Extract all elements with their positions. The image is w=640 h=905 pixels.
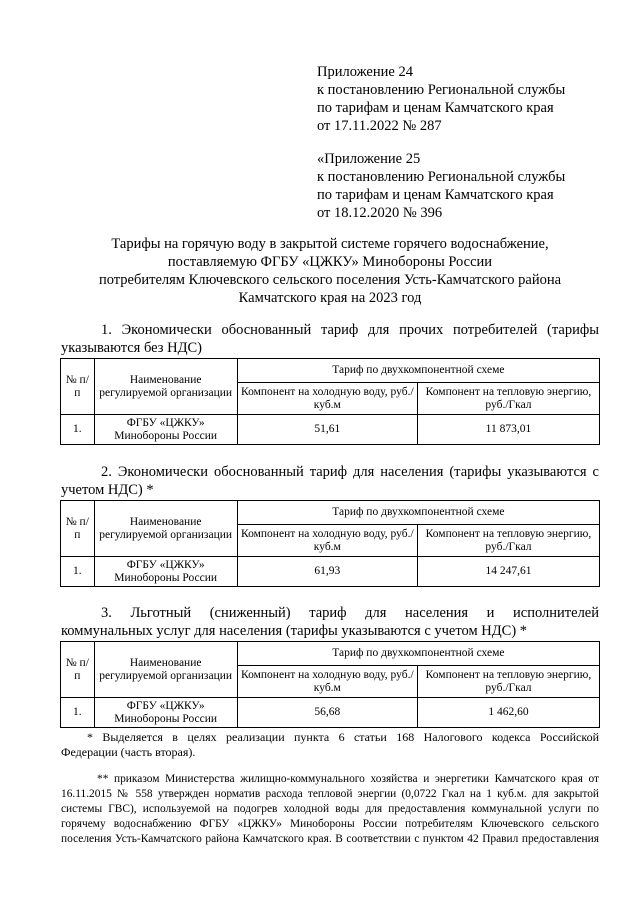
header-scheme: Тариф по двухкомпонентной схеме — [237, 359, 599, 383]
row-heat-value: 11 873,01 — [417, 415, 599, 445]
appendix-previous-line3: по тарифам и ценам Камчатского края — [317, 187, 554, 203]
appendix-current-line2: к постановлению Региональной службы — [317, 82, 566, 98]
header-cold: Компонент на холодную воду, руб./куб.м — [237, 666, 417, 698]
section-3-heading-line1: 3. Льготный (сниженный) тариф для населения и исполнителей — [101, 605, 599, 621]
row-cold-value: 61,93 — [237, 557, 417, 587]
section-2-heading — [61, 463, 599, 499]
row-cold-value: 51,61 — [237, 415, 417, 445]
section-3-heading — [61, 604, 599, 640]
footnote-vat-line1: * Выделяется в целях реализации пункта 6 статьи 168 Налогового кодекса Российской — [87, 730, 599, 744]
header-heat: Компонент на тепловую энергию, руб./Гкал — [417, 666, 599, 698]
header-num: № п/п — [61, 501, 95, 557]
row-org: ФГБУ «ЦЖКУ» Минобороны России — [94, 698, 237, 728]
title-line2: поставляемую ФГБУ «ЦЖКУ» Минобороны России — [167, 254, 493, 270]
row-num: 1. — [61, 557, 95, 587]
footnote-order-line5: поселения Усть-Камчатского района Камчатского края. В соответствии с пунктом 42 Правил предоставления — [61, 833, 599, 845]
table-row — [61, 698, 600, 728]
table-row — [61, 557, 600, 587]
row-num: 1. — [61, 698, 95, 728]
section-1-heading-line2: указываются без НДС) — [61, 340, 202, 356]
header-num: № п/п — [61, 642, 95, 698]
header-scheme: Тариф по двухкомпонентной схеме — [237, 501, 599, 525]
footnote-order-line4: горячему водоснабжению ФГБУ «ЦЖКУ» Минобороны России потребителям Ключевского сельского — [61, 818, 599, 830]
section-3-heading-line2: коммунальных услуг для населения (тарифы указываются с учетом НДС) * — [61, 623, 528, 639]
appendix-current-line1: Приложение 24 — [317, 64, 413, 80]
title-line1: Тарифы на горячую воду в закрытой системе горячего водоснабжение, — [111, 236, 549, 252]
section-1-heading-line1: 1. Экономически обоснованный тариф для прочих потребителей (тарифы — [101, 322, 599, 338]
row-heat-value: 1 462,60 — [417, 698, 599, 728]
appendix-previous — [317, 150, 617, 222]
title-line3: потребителям Ключевского сельского поселения Усть-Камчатского района — [98, 272, 562, 288]
header-org: Наименование регулируемой организации — [94, 359, 237, 415]
section-1-heading — [61, 321, 599, 357]
section-2-heading-line1: 2. Экономически обоснованный тариф для населения (тарифы указываются с — [101, 464, 599, 480]
header-org: Наименование регулируемой организации — [94, 642, 237, 698]
header-org: Наименование регулируемой организации — [94, 501, 237, 557]
tariff-table-1 — [60, 358, 600, 445]
header-num: № п/п — [61, 359, 95, 415]
row-org: ФГБУ «ЦЖКУ» Минобороны России — [94, 557, 237, 587]
section-2-heading-line2: учетом НДС) * — [61, 482, 154, 498]
tariff-table-2 — [60, 500, 600, 587]
appendix-previous-line1: «Приложение 25 — [317, 151, 421, 167]
row-org: ФГБУ «ЦЖКУ» Минобороны России — [94, 415, 237, 445]
footnote-order-line2: 16.11.2015 № 558 утвержден норматив расхода тепловой энергии (0,0722 Гкал на 1 куб.м. для закрытой — [61, 788, 599, 800]
document-title — [60, 235, 600, 307]
table-row — [61, 415, 600, 445]
footnote-order-line1: ** приказом Министерства жилищно-коммунального хозяйства и энергетики Камчатского края от — [97, 773, 599, 785]
row-heat-value: 14 247,61 — [417, 557, 599, 587]
header-heat: Компонент на тепловую энергию, руб./Гкал — [417, 383, 599, 415]
row-cold-value: 56,68 — [237, 698, 417, 728]
appendix-previous-line2: к постановлению Региональной службы — [317, 169, 566, 185]
tariff-table-3 — [60, 641, 600, 728]
header-cold: Компонент на холодную воду, руб./куб.м — [237, 525, 417, 557]
appendix-previous-line4: от 18.12.2020 № 396 — [317, 205, 443, 221]
header-cold: Компонент на холодную воду, руб./куб.м — [237, 383, 417, 415]
header-scheme: Тариф по двухкомпонентной схеме — [237, 642, 599, 666]
header-heat: Компонент на тепловую энергию, руб./Гкал — [417, 525, 599, 557]
title-line4: Камчатского края на 2023 год — [238, 290, 422, 306]
footnote-vat-line2: Федерации (часть вторая). — [61, 745, 196, 759]
appendix-current — [317, 63, 617, 135]
appendix-current-line4: от 17.11.2022 № 287 — [317, 118, 442, 134]
footnote-vat — [61, 730, 599, 760]
appendix-current-line3: по тарифам и ценам Камчатского края — [317, 100, 554, 116]
footnote-order — [61, 772, 599, 847]
footnote-order-line3: системы ГВС), используемой на подогрев холодной воды для предоставления коммунальной услуги по — [61, 803, 599, 815]
row-num: 1. — [61, 415, 95, 445]
